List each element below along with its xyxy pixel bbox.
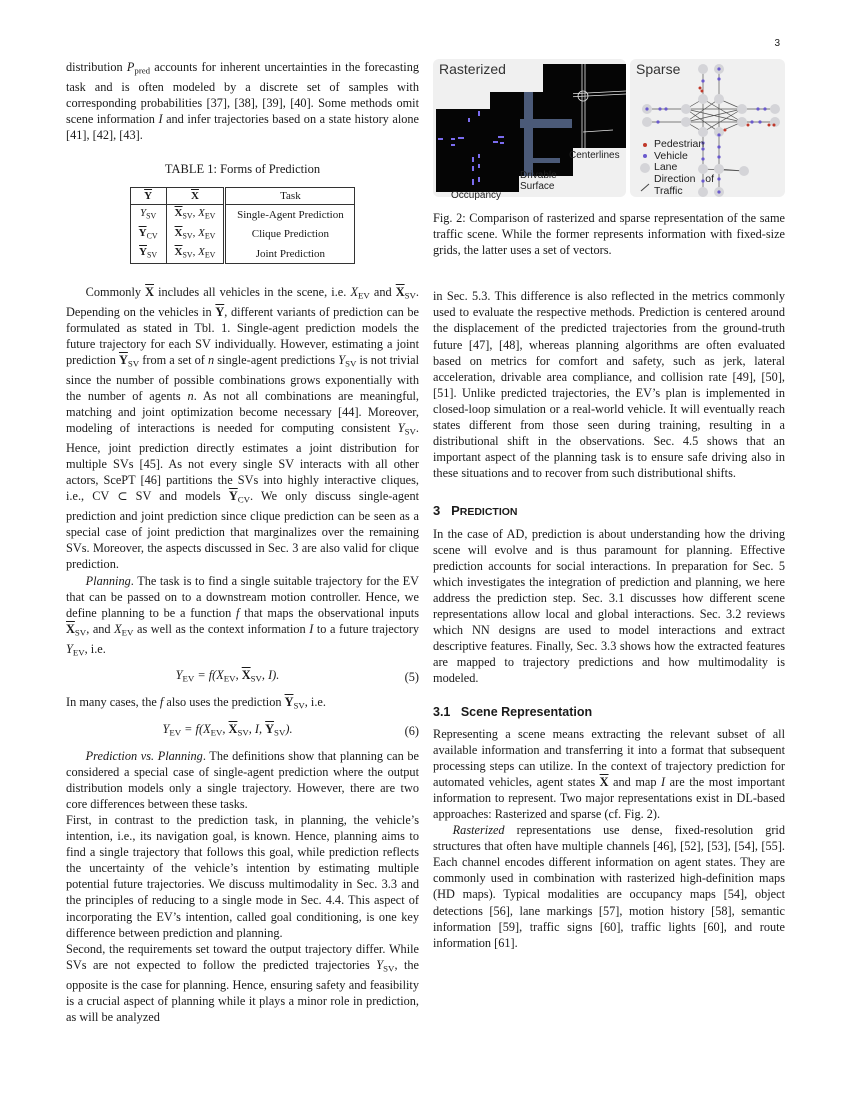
paragraph-planning: Planning. The task is to find a single suitable trajectory for the EV that can be passed on to a downstream motion controller. Hence, we define planning to be a function f that maps the observational inputs $\overline{X}_{SV}$, and $X_{EV}$ as well as the context information I to a future trajectory $Y_{EV}$, i.e. — [66, 573, 420, 658]
occupancy-graphic — [436, 109, 519, 192]
table-row — [130, 244, 355, 264]
spacer — [433, 258, 785, 288]
header-task: Task — [225, 188, 355, 205]
legend-item-lane: Lane — [638, 162, 714, 174]
rasterized-panel — [433, 59, 626, 201]
equation-6-body: $Y_{EV} = f(X_{EV}$, $\overline{X}_{SV}$, I, $\overline{Y}_{SV}$). — [162, 721, 293, 738]
equation-5 — [66, 667, 419, 687]
forms-of-prediction-table — [130, 187, 356, 264]
centerlines-label: Centerlines — [569, 150, 620, 161]
lane-circle-icon — [638, 162, 652, 174]
figure-caption: Fig. 2: Comparison of rasterized and sparse representation of the same traffic scene. While the former represents information with fixed-size grids, the latter uses a set of vectors. — [433, 211, 785, 258]
header-x: $\overline{X}$ — [166, 188, 225, 205]
intro-paragraph: distribution $P_{pred}$ accounts for inherent uncertainties in the forecasting task and is often modeled by a discrete set of samples with corresponding probabilities [37], [38], [39], [40]. Some methods omit scene information I and infer trajectories based on a state history alone [41], [42], [43]. — [66, 60, 419, 143]
paragraph-many-cases: In many cases, the f also uses the prediction $\overline{Y}_{SV}$, i.e. — [66, 695, 326, 711]
section-3-paragraph: In the case of AD, prediction is about understanding how the driving scene will evolve and is thus paramount for planning. Effective prediction accounts for social interactions. In preparation for Sec. 5 which investigates the integration of prediction and planning, we here address the prediction step. Sec. 3.1 discusses how different scene representations allow local and global interactions. Sec. 3.2 reviews which NN designs are used to model interactions and extract descriptive features. Finally, Sec. 3.3 shows how the extracted features are mapped to trajectory predictions and how multimodality is modeled. — [433, 526, 785, 686]
equation-5-body: $Y_{EV} = f(X_{EV}$, $\overline{X}_{SV}$, I). — [175, 668, 280, 684]
cell-y: $\overline{Y}_{CV}$ — [130, 225, 166, 244]
equation-6-number: (6) — [404, 723, 419, 738]
right-column — [433, 55, 785, 951]
cell-y: $\overline{Y}_{SV}$ — [130, 244, 166, 264]
section-3-heading: 3 PREDICTION — [433, 503, 518, 519]
table-row — [130, 225, 355, 244]
pedestrian-dot-icon — [638, 142, 652, 148]
direction-arrow-icon — [638, 182, 652, 192]
cell-task: Clique Prediction — [225, 225, 355, 244]
equation-6 — [66, 721, 419, 741]
cell-x: $\overline{X}_{SV}$, $X_{EV}$ — [166, 205, 225, 225]
left-column — [66, 59, 419, 1025]
paragraph-second-difference: Second, the requirements set toward the output trajectory differ. While SVs are not expected to follow the predicted trajectories $Y_{SV}$, the opposite is the case for planning. Hence, ensuring safety and feasibility is a crucial aspect of planning while it plays a minor role in prediction, as will be analyzed — [66, 941, 420, 1024]
legend-item-pedestrian: Pedestrian — [638, 139, 714, 151]
occupancy-image — [436, 109, 519, 192]
cell-y: $Y_{SV}$ — [130, 205, 166, 225]
cell-x: $\overline{X}_{SV}$, $X_{EV}$ — [166, 225, 225, 244]
rasterized-title: Rasterized — [439, 61, 506, 77]
legend-item-direction: Direction of Traffic — [638, 174, 714, 197]
occupancy-label: Occupancy — [451, 190, 502, 201]
paragraph-continued: in Sec. 5.3. This difference is also reflected in the metrics commonly used to evaluate the respective methods. Prediction is centered around the displacement of the predicted trajectories from the ground-truth future [47], [48], whereas planning algorithms are often evaluated based on metrics for comfort and safety, such as jerk, lateral acceleration, drivable area compliance, and collision rate [49], [50], [51]. Unlike predicted trajectories, the EV’s plan is implemented in closed-loop simulation or a real-world vehicle. It will eventually reach states different from those seen during training, resulting in a distributional shift in the observations. Sec. 4.5 shows that an important aspect of the planning task is to ensure safe driving also in these situations and to recover from such distributional shifts. — [433, 289, 785, 481]
paragraph-commonly: Commonly $\overline{X}$ includes all vehicles in the scene, i.e. $X_{EV}$ and $\overline{X}_{SV}$. Depending on the vehicles in $\overline{Y}$, different variants of prediction can be formulated as stated in Tbl. 1. Single-agent prediction models the future trajectory for each SV individually. However, estimating a joint prediction $\overline{Y}_{SV}$ from a set of n single-agent predictions $Y_{SV}$ is not trivial since the number of possible combinations grows exponentially with the number of agents n. As not all combinations are meaningful, matching and joint optimization become necessary [44]. Moreover, modeling of interactions is needed for computing consistent $Y_{SV}$. Hence, joint prediction directly estimates a joint distribution for multiple SVs [45]. As not every single SV interacts with all other actors, ScePT [46] partitions the SVs into highly interactive cliques, i.e., CV ⊂ SV and models $\overline{Y}_{CV}$. We only discuss single-agent prediction and joint prediction since clique prediction can be seen as a special case of joint prediction that marginalizes over the remaining SVs. Moreover, the aspects discussed in Sec. 3 are also valid for clique prediction. — [66, 285, 420, 572]
equation-5-number: (5) — [404, 670, 419, 685]
cell-x: $\overline{X}_{SV}$, $X_{EV}$ — [166, 244, 225, 264]
table-caption: TABLE 1: Forms of Prediction — [164, 162, 321, 177]
header-y: $\overline{Y}$ — [130, 188, 166, 205]
section-3-1-heading: 3.1 Scene Representation — [433, 705, 593, 720]
paragraph-first-difference: First, in contrast to the prediction task, in planning, the vehicle’s intention, i.e., its navigation goal, is known. Hence, planning aims to find a single trajectory that follows this goal, while prediction reflects the uncertainty of the vehicle’s intention by estimating multiple potential future trajectories. We discuss multimodality in Sec. 3.3 and the principles of reducing to a single mode in Sec. 4.4. This aspect of incorporating the EV’s intention, called goal conditioning, is one key difference between prediction and planning. — [66, 812, 419, 940]
page-number: 3 — [774, 38, 780, 49]
table-header-row — [130, 188, 355, 205]
paragraph-prediction-vs-planning: Prediction vs. Planning. The definitions show that planning can be considered a special case of single-agent prediction where the output distribution models only a single trajectory. However, there are two core differences between these tasks. — [66, 748, 419, 811]
sparse-title: Sparse — [636, 61, 681, 77]
sparse-panel — [630, 59, 785, 197]
cell-task: Joint Prediction — [225, 244, 355, 264]
cell-task: Single-Agent Prediction — [225, 205, 355, 225]
vehicle-dot-icon — [638, 153, 652, 159]
figure-legend — [638, 139, 714, 197]
table-row — [130, 205, 355, 225]
figure-2 — [433, 55, 785, 200]
section-3-1-paragraph-2: Rasterized representations use dense, fixed-resolution grid structures that often have multiple channels [46], [52], [53], [54], [55]. Each channel encodes different information on agent states. They are commonly used in combination with rasterized high-definition maps (HD maps). Typical modalities are occupancy maps [54], object detections [56], lane markings [57], motion history [58], semantic information [59], traffic signs [60], traffic lights [60], and route information [61]. — [433, 823, 785, 950]
legend-item-vehicle: Vehicle — [638, 151, 714, 163]
drivable-surface-label: Drivable Surface — [520, 170, 557, 192]
section-3-1-paragraph-1: Representing a scene means extracting the relevant subset of all available information and transferring it into a format that subsequent processing steps can utilize. In the context of trajectory prediction for automated vehicles, agent states $\overline{X}$ and map I are the most important information to represent. Two major representations exist in DL-based approaches: Rasterized and sparse (cf. Fig. 2). — [433, 726, 786, 821]
